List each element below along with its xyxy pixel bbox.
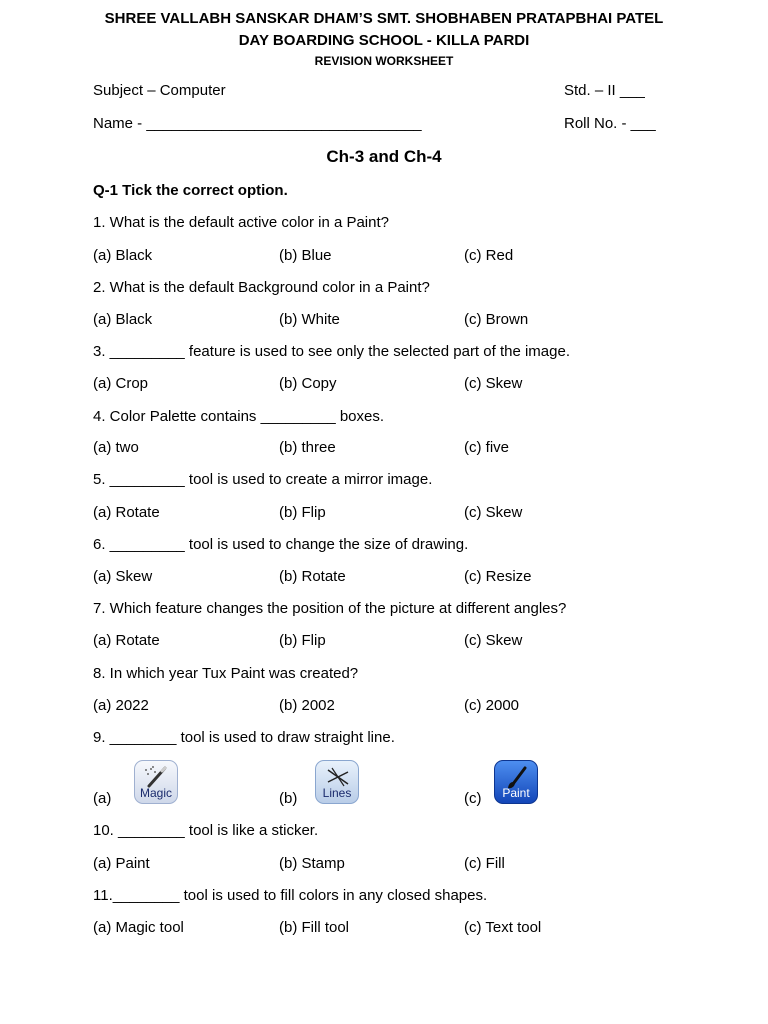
q7-option-b: (b) Flip — [279, 632, 326, 649]
chapter-title: Ch-3 and Ch-4 — [326, 147, 442, 166]
q3-option-a: (a) Crop — [93, 375, 149, 392]
lines-tool-label: Lines — [322, 786, 352, 800]
q6-option-a: (a) Skew — [93, 568, 153, 585]
q10-option-a: (a) Paint — [93, 855, 150, 872]
name-field: Name - _________________________________ — [93, 115, 422, 132]
q4-option-b: (b) three — [279, 439, 336, 456]
roll-field: Roll No. - ___ — [564, 115, 656, 132]
paint-tool-label: Paint — [502, 786, 530, 800]
q11-option-a: (a) Magic tool — [93, 919, 184, 936]
magic-tool-button — [134, 760, 178, 804]
q9-option-c: (c) — [464, 790, 482, 807]
question-4: 4. Color Palette contains _________ boxes. — [93, 408, 385, 425]
question-1: 1. What is the default active color in a Paint? — [93, 214, 389, 231]
question-7: 7. Which feature changes the position of the picture at different angles? — [93, 600, 567, 617]
q3-option-b: (b) Copy — [279, 375, 337, 392]
worksheet-title: REVISION WORKSHEET — [314, 54, 454, 68]
lines-tool-button — [315, 760, 359, 804]
q8-option-b: (b) 2002 — [279, 697, 335, 714]
q2-option-a: (a) Black — [93, 311, 153, 328]
q7-option-a: (a) Rotate — [93, 632, 160, 649]
q8-option-a: (a) 2022 — [93, 697, 149, 714]
paint-tool-button — [494, 760, 538, 804]
q3-option-c: (c) Skew — [464, 375, 523, 392]
question-2: 2. What is the default Background color in a Paint? — [93, 279, 430, 296]
magic-tool-label: Magic — [139, 786, 172, 800]
q8-option-c: (c) 2000 — [464, 697, 520, 714]
q4-option-a: (a) two — [93, 439, 139, 456]
subject-label: Subject – Computer — [93, 82, 226, 99]
q7-option-c: (c) Skew — [464, 632, 523, 649]
std-label: Std. – II ___ — [564, 82, 645, 99]
q6-option-c: (c) Resize — [464, 568, 532, 585]
question-6: 6. _________ tool is used to change the size of drawing. — [93, 536, 469, 553]
q5-option-b: (b) Flip — [279, 504, 326, 521]
q5-option-a: (a) Rotate — [93, 504, 160, 521]
question-11: 11.________ tool is used to fill colors in any closed shapes. — [93, 887, 488, 904]
q9-option-a: (a) — [93, 790, 112, 807]
question-5: 5. _________ tool is used to create a mirror image. — [93, 471, 433, 488]
question-8: 8. In which year Tux Paint was created? — [93, 665, 359, 682]
q2-option-c: (c) Brown — [464, 311, 529, 328]
q10-option-c: (c) Fill — [464, 855, 505, 872]
q6-option-b: (b) Rotate — [279, 568, 346, 585]
question-3: 3. _________ feature is used to see only the selected part of the image. — [93, 343, 570, 360]
q11-option-b: (b) Fill tool — [279, 919, 350, 936]
q1-option-c: (c) Red — [464, 247, 514, 264]
q1-option-a: (a) Black — [93, 247, 153, 264]
q5-option-c: (c) Skew — [464, 504, 523, 521]
school-name-line1: SHREE VALLABH SANSKAR DHAM’S SMT. SHOBHABEN PRATAPBHAI PATEL — [104, 10, 664, 27]
section-title: Q-1 Tick the correct option. — [93, 182, 288, 199]
q1-option-b: (b) Blue — [279, 247, 332, 264]
q9-option-b: (b) — [279, 790, 298, 807]
question-9: 9. ________ tool is used to draw straight line. — [93, 729, 395, 746]
question-10: 10. ________ tool is like a sticker. — [93, 822, 319, 839]
school-name-line2: DAY BOARDING SCHOOL - KILLA PARDI — [238, 32, 530, 49]
q11-option-c: (c) Text tool — [464, 919, 542, 936]
q4-option-c: (c) five — [464, 439, 509, 456]
q10-option-b: (b) Stamp — [279, 855, 345, 872]
q2-option-b: (b) White — [279, 311, 340, 328]
